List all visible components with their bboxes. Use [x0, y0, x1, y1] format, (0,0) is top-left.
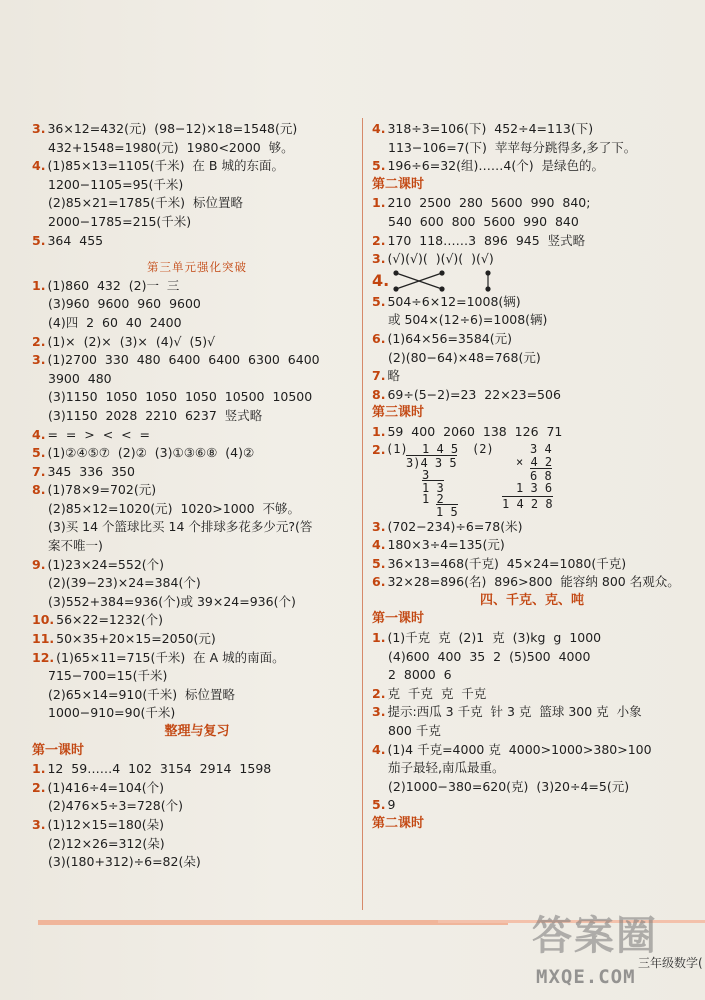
answer-line: 8. (1)78×9=702(元) — [32, 482, 157, 498]
item-number: 1. — [372, 423, 386, 439]
answer-line: 1. (1)860 432 (2)一 三 — [32, 277, 180, 293]
answer-line: 432+1548=1980(元) 1980<2000 够。 — [48, 139, 294, 155]
calc-text: 1 2 — [422, 491, 444, 506]
answer-line: 3. (√)(√)( )(√)( )(√) — [372, 251, 494, 267]
answer-line: (2)85×12=1020(元) 1020>1000 不够。 — [48, 500, 301, 516]
answer-line: 540 600 800 5600 990 840 — [388, 213, 579, 229]
answer-line: 2 8000 6 — [388, 667, 452, 683]
answer-line: 1. 59 400 2060 138 126 71 — [372, 423, 563, 439]
item-number: 11. — [32, 631, 55, 647]
answer-line: (4)600 400 35 2 (5)500 4000 — [388, 648, 591, 664]
item-number: 3. — [372, 251, 386, 267]
answer-line: (4)四 2 60 40 2400 — [48, 314, 182, 330]
item-number: 4. — [372, 270, 390, 290]
answer-line: 4. (1)4 千克=4000 克 4000>1000>380>100 — [372, 741, 652, 757]
item-number: 4. — [32, 426, 46, 442]
answer-line: (3)1150 1050 1050 1050 10500 10500 — [48, 389, 313, 405]
answer-line: (3)960 9600 960 9600 — [48, 296, 201, 312]
item-number: 5. — [372, 555, 386, 571]
calc-text: 3)4 3 5 — [406, 455, 457, 470]
answer-line: 12. (1)65×11=715(千米) 在 A 城的南面。 — [32, 649, 285, 665]
matching-lines-icon — [390, 269, 500, 293]
answer-line: 4. (1)85×13=1105(千米) 在 B 城的东面。 — [32, 158, 284, 174]
answer-line: 6. (1)64×56=3584(元) — [372, 330, 512, 346]
calc-text: × 4 2 — [516, 454, 553, 469]
answer-line: 4. 180×3÷4=135(元) — [372, 537, 505, 553]
section-heading: 四、千克、克、吨 — [479, 592, 584, 608]
watermark-text: 答案圈 — [532, 913, 658, 959]
item-number: 7. — [32, 463, 46, 479]
item-number: 1. — [32, 761, 46, 777]
answer-line: 2000−1785=215(千米) — [48, 213, 192, 229]
watermark-logo — [522, 900, 702, 1000]
answer-line: 5. 36×13=468(千克) 45×24=1080(千克) — [372, 555, 627, 571]
answer-line: 3. 36×12=432(元) (98−12)×18=1548(元) — [32, 121, 298, 136]
lesson-heading: 第三课时 — [372, 405, 425, 421]
answer-line: 7. 345 336 350 — [32, 463, 135, 479]
answer-line: (3)(180+312)÷6=82(朵) — [48, 854, 201, 870]
matching-diagram — [372, 269, 692, 293]
answer-line: 案不唯一) — [48, 538, 103, 554]
answer-line: 5. 9 — [372, 797, 396, 813]
answer-line: 5. 196÷6=32(组)……4(个) 是绿色的。 — [372, 158, 605, 174]
section-heading: 第三单元强化突破 — [147, 260, 247, 275]
item-number: 2. — [372, 685, 386, 701]
item-number: 5. — [32, 232, 46, 248]
answer-line: 113−106=7(下) 苹苹每分跳得多,多了下。 — [388, 139, 637, 155]
answer-line: 2. (1)× (2)× (3)× (4)√ (5)√ — [32, 333, 216, 349]
watermark-url: MXQE.COM — [536, 966, 636, 988]
calc-text: 3 — [422, 467, 430, 482]
item-number: 12. — [32, 649, 55, 665]
answer-line: 3. 提示:西瓜 3 千克 针 3 克 篮球 300 克 小象 — [372, 704, 642, 720]
answer-line: 1. (1)千克 克 (2)1 克 (3)kg g 1000 — [372, 630, 602, 646]
answer-line: (2)(39−23)×24=384(个) — [48, 575, 201, 591]
calc-text: 6 8 — [530, 468, 552, 483]
item-number: 7. — [372, 368, 386, 384]
item-number: 3. — [372, 704, 386, 720]
lesson-heading: 第二课时 — [372, 816, 425, 831]
answer-line: 3900 480 — [48, 370, 112, 386]
calc-label: (1) — [386, 441, 408, 456]
answer-line: 715−700=15(千米) — [48, 668, 168, 684]
answer-line: 1. 12 59……4 102 3154 2914 1598 — [32, 761, 272, 777]
item-number: 4. — [372, 121, 386, 136]
calc-label: (2) — [472, 441, 494, 456]
item-number: 8. — [32, 482, 46, 498]
answer-line: (3)552+384=936(个)或 39×24=936(个) — [48, 593, 296, 609]
section-heading: 整理与复习 — [164, 724, 230, 739]
answer-line: 11. 50×35+20×15=2050(元) — [32, 631, 216, 647]
calc-text: 1 5 — [436, 504, 458, 519]
item-number: 2. — [32, 333, 46, 349]
answer-line: 4. = = > < < = — [32, 426, 151, 442]
lesson-heading: 第一课时 — [32, 742, 85, 758]
answer-line: 1. 210 2500 280 5600 990 840; — [372, 195, 591, 211]
left-column — [32, 120, 362, 872]
answer-line: 2. (1)416÷4=104(个) — [32, 779, 165, 795]
answer-line: (3)1150 2028 2210 6237 竖式略 — [48, 407, 263, 423]
answer-line: 或 504×(12÷6)=1008(辆) — [388, 312, 548, 328]
item-number: 5. — [32, 445, 46, 461]
answer-line: (2)476×5÷3=728(个) — [48, 798, 184, 814]
item-number: 10. — [32, 612, 55, 628]
answer-line: (3)买 14 个篮球比买 14 个排球多花多少元?(答 — [48, 519, 313, 535]
answer-line: 1000−910=90(千米) — [48, 705, 176, 721]
item-number: 6. — [372, 574, 386, 590]
item-number: 2. — [372, 232, 386, 248]
answer-line: 4. 318÷3=106(下) 452÷4=113(下) — [372, 121, 594, 136]
answer-line: 5. 504÷6×12=1008(辆) — [372, 293, 521, 309]
answer-line: 2. 克 千克 克 千克 — [372, 685, 487, 701]
item-number: 8. — [372, 386, 386, 402]
answer-line: 6. 32×28=896(名) 896>800 能容纳 800 名观众。 — [372, 574, 680, 590]
answer-line: 9. (1)23×24=552(个) — [32, 556, 165, 572]
calc-text: 1 4 2 8 — [502, 496, 553, 511]
item-number: 3. — [32, 816, 46, 832]
answer-line: (2)1000−380=620(克) (3)20÷4=5(元) — [388, 778, 630, 794]
calc-text: 1 3 6 — [516, 480, 553, 495]
lesson-heading: 第一课时 — [372, 611, 425, 627]
item-number: 5. — [372, 293, 386, 309]
answer-line: 1200−1105=95(千米) — [48, 176, 184, 192]
lesson-heading: 第二课时 — [372, 176, 425, 192]
answer-line: 8. 69÷(5−2)=23 22×23=506 — [372, 386, 561, 402]
item-number: 4. — [32, 158, 46, 174]
answer-line: 800 千克 — [388, 723, 441, 739]
right-column — [372, 120, 692, 834]
calc-text: 1 4 5 — [422, 441, 459, 456]
item-number: 1. — [372, 195, 386, 211]
calc-text: 3 4 — [530, 441, 552, 456]
item-number: 2. — [372, 441, 386, 457]
answer-line: 3. (1)2700 330 480 6400 6400 6300 6400 — [32, 352, 320, 368]
item-number: 6. — [372, 330, 386, 346]
answer-line: 茄子最轻,南瓜最重。 — [388, 760, 505, 776]
item-number: 2. — [32, 779, 46, 795]
answer-line: (2)(80−64)×48=768(元) — [388, 349, 541, 365]
item-number: 1. — [372, 630, 386, 646]
item-number: 4. — [372, 537, 386, 553]
item-number: 9. — [32, 556, 46, 572]
item-number: 5. — [372, 158, 386, 174]
calc-text: 1 3 — [422, 480, 444, 495]
item-number: 1. — [32, 277, 46, 293]
column-divider — [362, 118, 363, 910]
answer-line: 3. (702−234)÷6=78(米) — [372, 518, 523, 534]
answer-line: 3. (1)12×15=180(朵) — [32, 816, 165, 832]
item-number: 5. — [372, 797, 386, 813]
answer-line: (2)65×14=910(千米) 标位置略 — [48, 686, 236, 702]
answer-line: (2)85×21=1785(千米) 标位置略 — [48, 195, 243, 211]
item-number: 3. — [32, 352, 46, 368]
item-number: 3. — [32, 121, 46, 136]
answer-line: 10. 56×22=1232(个) — [32, 612, 163, 628]
answer-line: 5. 364 455 — [32, 232, 104, 248]
item-number: 4. — [372, 741, 386, 757]
page-footer-label: 三年级数学( — [638, 956, 703, 970]
vertical-calculation — [372, 442, 692, 518]
answer-line: 5. (1)②④⑤⑦ (2)② (3)①③⑥⑧ (4)② — [32, 445, 255, 461]
spacer — [32, 250, 362, 258]
answer-line: (2)12×26=312(朵) — [48, 835, 165, 851]
answer-line: 7. 略 — [372, 368, 400, 384]
item-number: 3. — [372, 518, 386, 534]
answer-line: 2. 170 118……3 896 945 竖式略 — [372, 232, 586, 248]
